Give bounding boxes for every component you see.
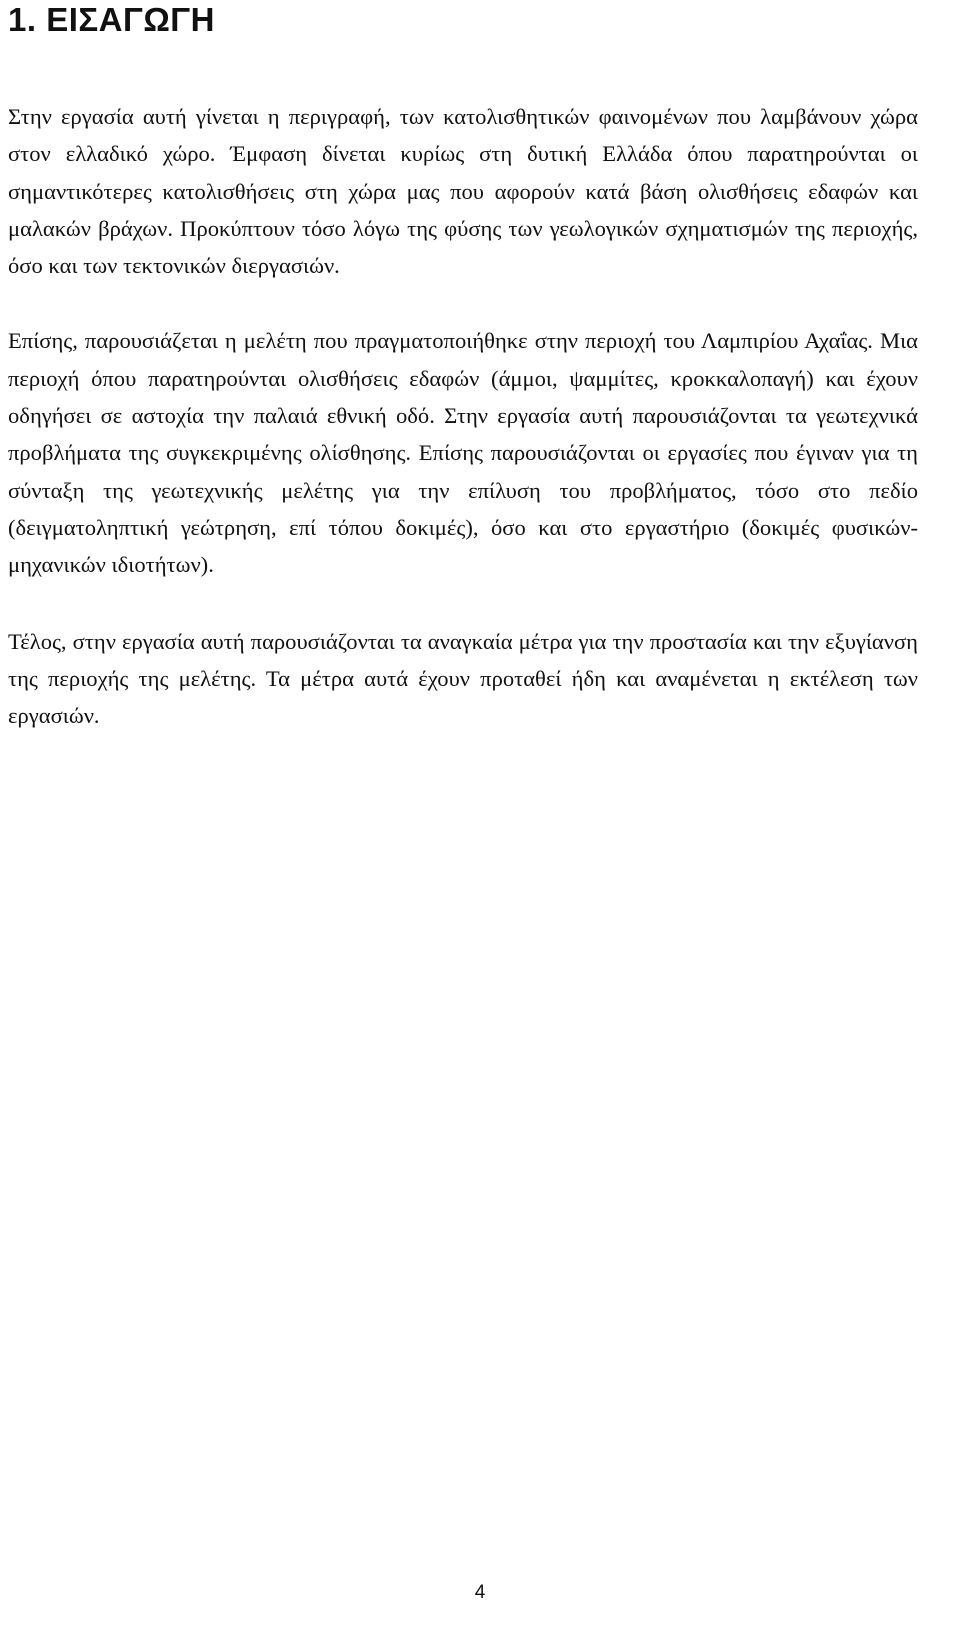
page-number: 4 — [474, 1582, 486, 1603]
paragraph-study-area: Επίσης, παρουσιάζεται η μελέτη που πραγματοποιήθηκε στην περιοχή του Λαμπιρίου Αχαΐας. Μια περιοχή όπου παρατηρούνται ολισθήσεις εδαφών (άμμοι, ψαμμίτες, κροκκαλοπαγή) και έχουν οδηγήσει σε αστοχία την παλαιά εθνική οδό. Στην εργασία αυτή παρουσιάζονται τα γεωτεχνικά προβλήματα της συγκεκριμένης ολίσθησης. Επίσης παρουσιάζονται οι εργασίες που έγιναν για τη σύνταξη της γεωτεχνικής μελέτης για την επίλυση του προβλήματος, τόσο στο πεδίο (δειγματοληπτική γεώτρηση, επί τόπου δοκιμές), όσο και στο εργαστήριο (δοκιμές φυσικών-μηχανικών ιδιοτήτων). — [8, 328, 918, 578]
section-heading: 1. ΕΙΣΑΓΩΓΗ — [8, 1, 215, 38]
paragraph-introduction: Στην εργασία αυτή γίνεται η περιγραφή, των κατολισθητικών φαινομένων που λαμβάνουν χώρα στον ελλαδικό χώρο. Έμφαση δίνεται κυρίως στη δυτική Ελλάδα όπου παρατηρούνται οι σημαντικότερες κατολισθήσεις στη χώρα μας που αφορούν κατά βάση ολισθήσεις εδαφών και μαλακών βράχων. Προκύπτουν τόσο λόγω της φύσης των γεωλογικών σχηματισμών της περιοχής, όσο και των τεκτονικών διεργασιών. — [8, 104, 918, 279]
paragraph-conclusion: Τέλος, στην εργασία αυτή παρουσιάζονται τα αναγκαία μέτρα για την προστασία και την εξυγίανση της περιοχής της μελέτης. Τα μέτρα αυτά έχουν προταθεί ήδη και αναμένεται η εκτέλεση των εργασιών. — [8, 628, 918, 729]
document-page — [8, 0, 918, 734]
